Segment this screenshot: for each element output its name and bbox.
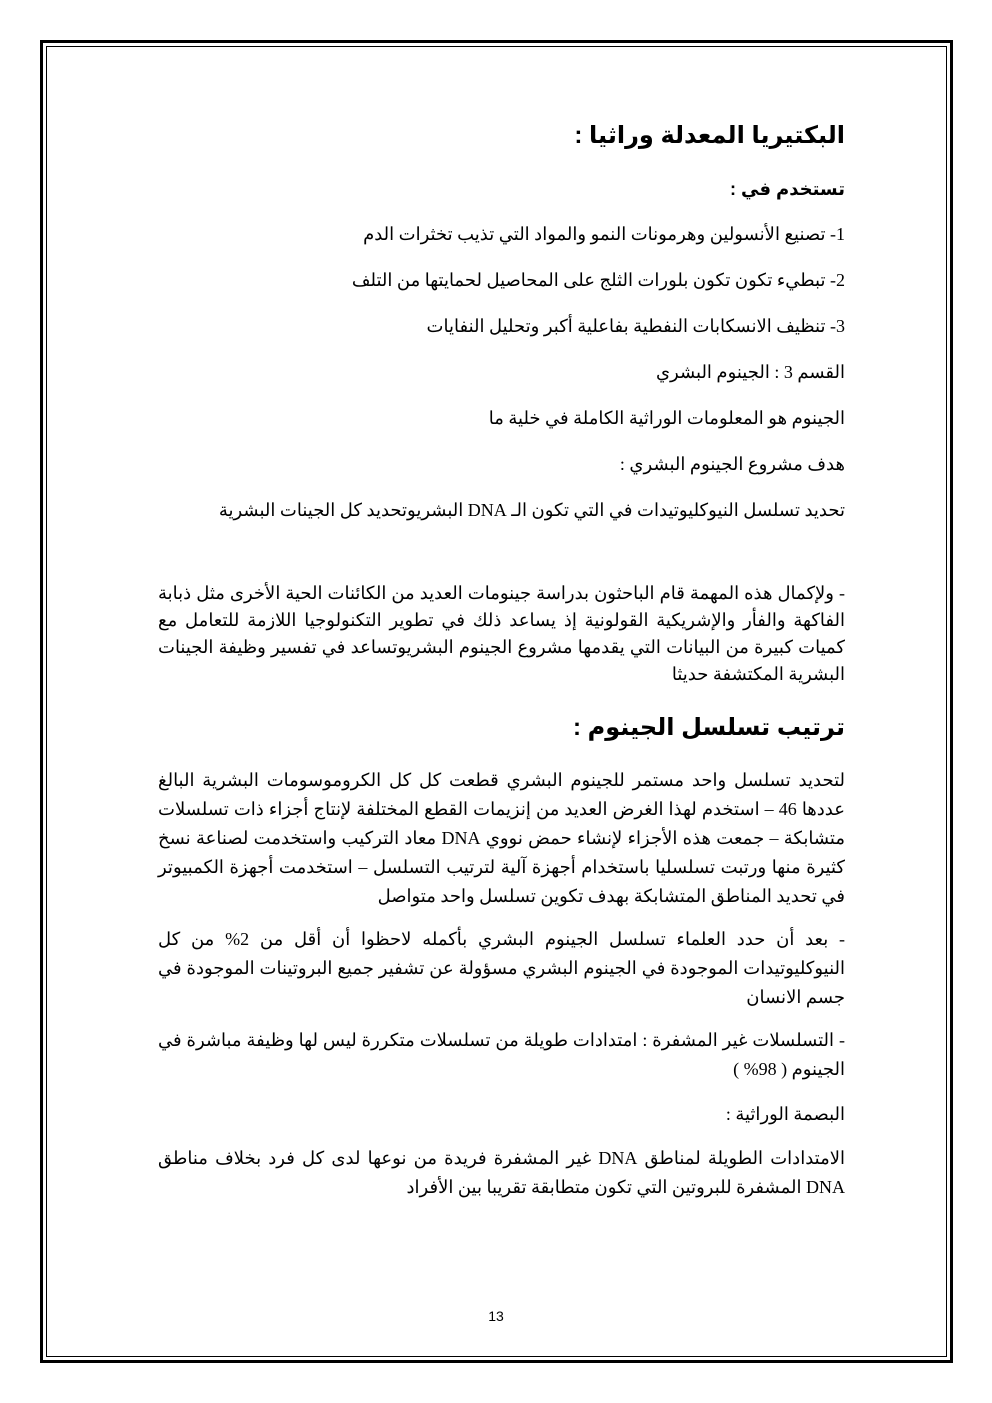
use-item-3: 3- تنظيف الانسكابات النفطية بفاعلية أكبر وتحليل النفايات: [426, 316, 845, 336]
coding-percent-paragraph: - بعد أن حدد العلماء تسلسل الجينوم البشري بأكمله لاحظوا أن أقل من 2% من كل النيوكليوتيدات الموجودة في الجينوم البشري مسؤولة عن تشفير جميع البروتينات الموجودة في جسم الانسان: [158, 929, 846, 1007]
use-item-1: 1- تصنيع الأنسولين وهرمونات النمو والمواد التي تذيب تخثرات الدم: [363, 224, 845, 244]
use-item-2: 2- تبطيء تكون تكون بلورات الثلج على المحاصيل لحمايتها من التلف: [351, 270, 845, 290]
project-goal-label: هدف مشروع الجينوم البشري :: [619, 454, 845, 474]
fingerprint-label: البصمة الوراثية :: [725, 1104, 845, 1124]
uses-subtitle: تستخدم في :: [730, 179, 845, 199]
genome-definition: الجينوم هو المعلومات الوراثية الكاملة في خلية ما: [488, 408, 845, 428]
page-content: [158, 112, 845, 1202]
page-number: 13: [488, 1308, 504, 1324]
section3-heading: القسم 3 : الجينوم البشري: [655, 362, 845, 382]
project-goal-text: تحديد تسلسل النيوكليوتيدات في التي تكون الـ DNA البشريوتحديد كل الجينات البشرية: [218, 500, 845, 520]
sequencing-title: ترتيب تسلسل الجينوم :: [573, 714, 845, 741]
sequencing-paragraph: لتحديد تسلسل واحد مستمر للجينوم البشري قطعت كل كل الكروموسومات البشرية البالغ عددها 46 – استخدم لهذا الغرض العديد من إنزيمات القطع المختلفة لإنتاج أجزاء ذات تسلسلات متشابكة – جمعت هذه الأجزاء لإنشاء حمض نووي DNA معاد التركيب واستخدمت لصناعة نسخ كثيرة منها ورتبت تسلسليا باستخدام أجهزة آلية لترتيب التسلسل – استخدمت أجهزة الكمبيوتر في تحديد المناطق المتشابكة بهدف تكوين تسلسل واحد متواصل: [158, 770, 845, 906]
research-paragraph: - ولإكمال هذه المهمة قام الباحثون بدراسة جينومات العديد من الكائنات الحية الأخرى مثل ذبابة الفاكهة والفأر والإشريكية القولونية إذ يساعد ذلك في تطوير التكنولوجيا اللازمة للتعامل مع كميات كبيرة من البيانات التي يقدمها مشروع الجينوم البشريوتساعد في تفسير وظيفة الجينات البشرية المكتشفة حديثا: [158, 583, 845, 684]
fingerprint-paragraph: الامتدادات الطويلة لمناطق DNA غير المشفرة فريدة من نوعها لدى كل فرد بخلاف مناطق DNA المشفرة للبروتين التي تكون متطابقة تقريبا بين الأفراد: [158, 1148, 845, 1197]
noncoding-paragraph: - التسلسلات غير المشفرة : امتدادات طويلة من تسلسلات متكررة ليس لها وظيفة مباشرة في الجينوم ( 98% ): [158, 1030, 845, 1079]
gm-bacteria-title: البكتيريا المعدلة وراثيا :: [574, 122, 845, 149]
